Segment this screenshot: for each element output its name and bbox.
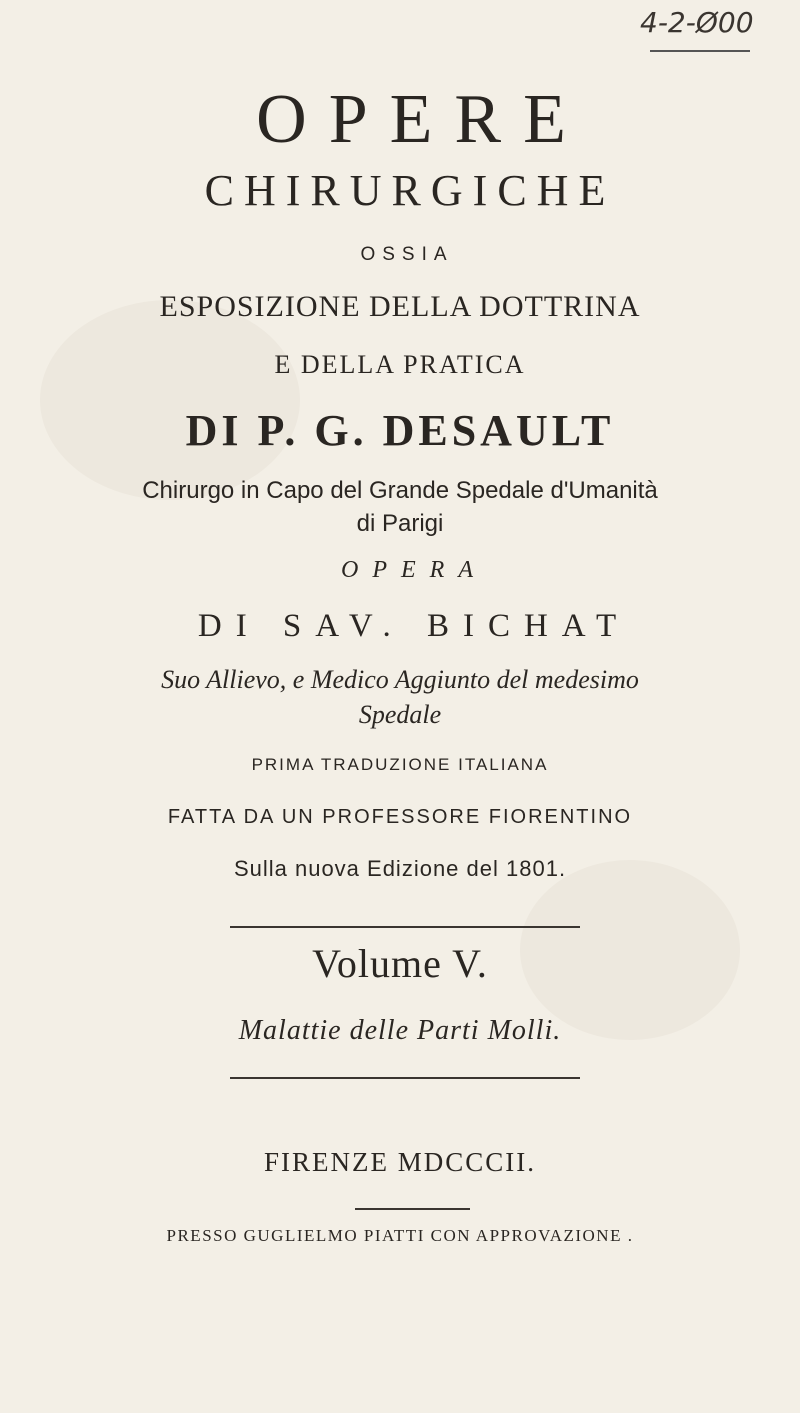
book-title: OPERE	[256, 81, 588, 158]
exposition-line: ESPOSIZIONE DELLA DOTTRINA	[159, 290, 641, 323]
imprint-printer: PRESSO GUGLIELMO PIATTI CON APPROVAZIONE .	[166, 1226, 634, 1245]
volume-subject: Malattie delle Parti Molli.	[238, 1015, 562, 1046]
opera-label: OPERA	[341, 557, 487, 583]
book-subtitle: CHIRURGICHE	[204, 166, 616, 215]
shelfmark: 4-2-Ø00	[640, 6, 754, 39]
editor-role-hospital: Spedale	[358, 700, 442, 729]
translator-note: FATTA DA UN PROFESSORE FIORENTINO	[167, 806, 633, 828]
paper-stain	[40, 300, 300, 500]
author-name: DI P. G. DESAULT	[185, 406, 615, 455]
editor-name: DI SAV. BICHAT	[197, 608, 631, 644]
practice-line: E DELLA PRATICA	[274, 350, 526, 379]
short-rule	[355, 1208, 470, 1210]
divider-rule	[230, 1077, 580, 1079]
editor-role: Suo Allievo, e Medico Aggiunto del medesimo	[161, 665, 639, 694]
translation-note: PRIMA TRADUZIONE ITALIANA	[251, 755, 549, 774]
imprint-city-year: FIRENZE MDCCCII.	[263, 1147, 536, 1177]
ossia-text: OSSIA	[360, 244, 454, 265]
shelfmark-underline	[650, 50, 750, 52]
divider-rule	[230, 926, 580, 928]
author-role: Chirurgo in Capo del Grande Spedale d'Umanità	[142, 477, 658, 504]
edition-note: Sulla nuova Edizione del 1801.	[233, 856, 567, 881]
volume-number: Volume V.	[312, 941, 488, 986]
author-role-city: di Parigi	[356, 510, 444, 537]
